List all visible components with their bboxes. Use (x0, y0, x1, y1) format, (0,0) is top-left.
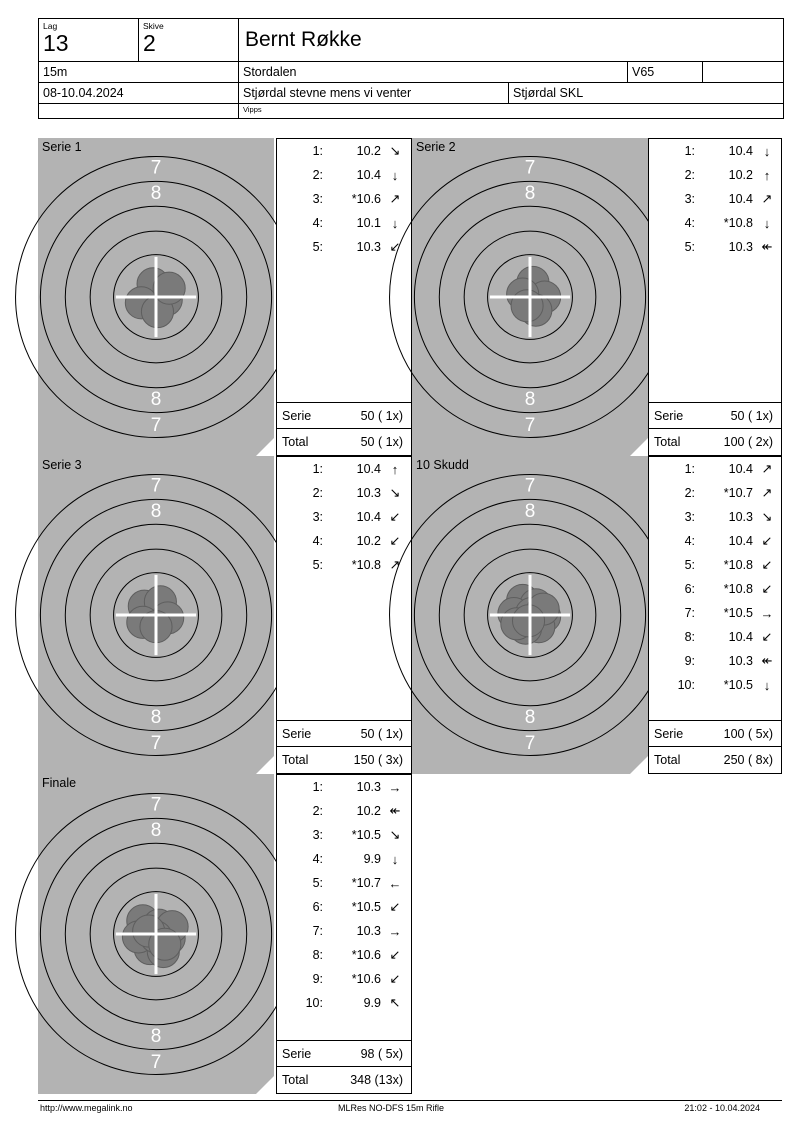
shot-value: *10.8 (723, 558, 753, 572)
shot-row (277, 871, 411, 895)
header-table (38, 18, 784, 119)
total-sum-row (649, 746, 781, 773)
svg-text:8: 8 (524, 707, 536, 729)
series-sum-row (649, 720, 781, 747)
shot-direction-icon: ↓ (763, 677, 771, 693)
shot-index: 1: (684, 144, 695, 158)
svg-text:8: 8 (524, 500, 536, 522)
skive-value: 2 (143, 30, 156, 56)
shot-rows (277, 139, 411, 259)
shot-row (649, 529, 781, 553)
skive-label: Skive (143, 21, 164, 31)
shot-row (277, 991, 411, 1015)
svg-text:8: 8 (21, 286, 33, 308)
svg-text:7: 7 (524, 475, 536, 497)
event-value: Stjørdal stevne mens vi venter (243, 86, 412, 100)
shot-index: 2: (684, 168, 695, 182)
shot-direction-icon: ← (388, 875, 402, 891)
series-sum-label: Serie (282, 409, 312, 423)
series-sum-value: 98 ( 5x) (360, 1047, 403, 1061)
distance-value: 15m (43, 65, 68, 79)
header-row-identity (39, 19, 783, 62)
shot-direction-icon: ↗ (389, 191, 401, 206)
shot-value: 10.2 (728, 168, 753, 182)
footer-left[interactable]: http://www.megalink.no (40, 1103, 133, 1113)
shot-value: 10.3 (728, 510, 753, 524)
shot-value: 10.2 (356, 534, 381, 548)
shot-row (277, 847, 411, 871)
shot-value: 10.3 (728, 240, 753, 254)
shot-value: 10.3 (356, 780, 381, 794)
shot-direction-icon: ↙ (761, 629, 773, 644)
shot-row (649, 553, 781, 577)
event-cell (239, 83, 509, 103)
shot-index: 8: (312, 948, 323, 962)
shot-value: 10.3 (356, 486, 381, 500)
shot-index: 5: (312, 558, 323, 572)
total-sum-value: 150 ( 3x) (353, 753, 403, 767)
header-row-meta (39, 62, 783, 83)
shot-index: 1: (312, 144, 323, 158)
svg-text:8: 8 (150, 819, 162, 841)
shot-direction-icon: ↗ (761, 485, 773, 500)
shot-direction-icon: ↑ (763, 167, 771, 183)
total-sum-value: 348 (13x) (350, 1073, 403, 1087)
shot-value: 10.3 (728, 654, 753, 668)
total-sum-value: 250 ( 8x) (723, 753, 773, 767)
total-sum-row (277, 746, 411, 773)
shot-value: *10.5 (351, 900, 381, 914)
shot-index: 7: (312, 924, 323, 938)
target-face-1 (21, 138, 274, 456)
shot-direction-icon: ↞ (389, 803, 401, 818)
total-sum-label: Total (282, 1073, 309, 1087)
shot-index: 4: (312, 852, 323, 866)
shot-index: 1: (684, 462, 695, 476)
svg-text:8: 8 (21, 604, 33, 626)
shooter-name-cell (239, 19, 783, 61)
svg-text:7: 7 (524, 157, 536, 179)
shot-index: 2: (684, 486, 695, 500)
shot-row (649, 235, 781, 259)
footer-middle: MLRes NO-DFS 15m Rifle (338, 1103, 445, 1113)
series-sum-value: 50 ( 1x) (730, 409, 773, 423)
shot-value: 10.4 (728, 630, 753, 644)
shot-direction-icon: ↓ (763, 143, 771, 159)
shot-index: 4: (684, 534, 695, 548)
series-sum-label: Serie (282, 1047, 312, 1061)
lag-cell (39, 19, 139, 61)
shot-value: *10.6 (351, 972, 381, 986)
shot-index: 3: (312, 510, 323, 524)
shot-index: 1: (312, 780, 323, 794)
shot-row (649, 139, 781, 163)
place-value: Stordalen (243, 65, 297, 79)
header-row-payment (39, 104, 783, 118)
series-sum-row (277, 402, 411, 429)
shot-list-3 (276, 456, 412, 774)
shot-row (277, 919, 411, 943)
series-sum-row (649, 402, 781, 429)
svg-text:8: 8 (395, 286, 407, 308)
svg-text:8: 8 (150, 500, 162, 522)
shot-row (277, 211, 411, 235)
shot-direction-icon: ↘ (389, 485, 401, 500)
shot-direction-icon: ↘ (389, 827, 401, 842)
shot-direction-icon: ↙ (761, 557, 773, 572)
shot-row (649, 673, 781, 697)
svg-text:7: 7 (524, 732, 536, 754)
shot-row (649, 163, 781, 187)
shot-index: 4: (312, 216, 323, 230)
series-title: Serie 3 (42, 458, 82, 472)
svg-text:7: 7 (150, 157, 162, 179)
payment-spacer (39, 104, 239, 118)
shot-direction-icon: → (760, 605, 774, 621)
date-value: 08-10.04.2024 (43, 86, 124, 100)
total-sum-label: Total (654, 435, 681, 449)
shot-direction-icon: → (388, 779, 402, 795)
svg-text:8: 8 (524, 182, 536, 204)
shot-value: 10.1 (356, 216, 381, 230)
shot-index: 10: (677, 678, 695, 692)
shot-direction-icon: ↗ (389, 557, 401, 572)
shot-direction-icon: ↙ (389, 509, 401, 524)
shot-value: 10.4 (728, 534, 753, 548)
shot-row (649, 577, 781, 601)
series-sum-value: 50 ( 1x) (360, 727, 403, 741)
shot-row (277, 163, 411, 187)
shot-index: 9: (312, 972, 323, 986)
shot-index: 2: (312, 168, 323, 182)
svg-text:7: 7 (150, 414, 162, 436)
shot-row (277, 553, 411, 577)
shot-direction-icon: ↓ (763, 215, 771, 231)
series-title: Finale (42, 776, 77, 790)
shot-index: 2: (312, 804, 323, 818)
total-sum-row (277, 428, 411, 455)
shot-list-5 (276, 774, 412, 1094)
skive-cell (139, 19, 239, 61)
series-title: Serie 2 (416, 140, 456, 154)
total-sum-row (649, 428, 781, 455)
shot-row (277, 139, 411, 163)
class-value: V65 (632, 65, 655, 79)
shot-index: 5: (312, 876, 323, 890)
shot-direction-icon: ↞ (761, 239, 773, 254)
shot-row (277, 775, 411, 799)
distance-cell (39, 62, 239, 82)
shot-value: 10.4 (728, 144, 753, 158)
shot-row (277, 799, 411, 823)
shot-value: 10.2 (356, 804, 381, 818)
shot-index: 1: (312, 462, 323, 476)
shot-direction-icon: ↙ (761, 533, 773, 548)
date-cell (39, 83, 239, 103)
shot-direction-icon: ↓ (391, 851, 399, 867)
shot-direction-icon: → (388, 923, 402, 939)
shot-rows (277, 457, 411, 577)
series-sum-row (277, 1040, 411, 1067)
svg-text:7: 7 (524, 414, 536, 436)
shot-direction-icon: ↘ (761, 509, 773, 524)
shot-index: 3: (312, 828, 323, 842)
shot-value: 10.4 (728, 462, 753, 476)
shot-direction-icon: ↙ (761, 581, 773, 596)
shot-row (277, 457, 411, 481)
shot-rows (277, 775, 411, 1015)
shot-list-2 (648, 138, 782, 456)
shot-index: 4: (312, 534, 323, 548)
shot-row (277, 505, 411, 529)
shot-row (649, 625, 781, 649)
svg-text:7: 7 (150, 475, 162, 497)
shot-index: 3: (312, 192, 323, 206)
footer-right: 21:02 - 10.04.2024 (684, 1103, 760, 1113)
shot-index: 7: (684, 606, 695, 620)
series-sum-value: 100 ( 5x) (723, 727, 773, 741)
shot-direction-icon: ↙ (389, 947, 401, 962)
total-sum-label: Total (654, 753, 681, 767)
svg-text:8: 8 (150, 1026, 162, 1048)
total-sum-label: Total (282, 435, 309, 449)
shot-row (649, 187, 781, 211)
shot-index: 9: (684, 654, 695, 668)
shot-value: 10.3 (356, 924, 381, 938)
shot-value: 10.3 (356, 240, 381, 254)
series-sum-row (277, 720, 411, 747)
shot-rows (649, 139, 781, 259)
shot-value: 10.2 (356, 144, 381, 158)
shooter-name: Bernt Røkke (245, 28, 362, 51)
extra-cell (703, 62, 783, 82)
target-face-5 (21, 774, 274, 1094)
lag-value: 13 (43, 30, 69, 56)
svg-text:8: 8 (395, 604, 407, 626)
shot-index: 3: (684, 510, 695, 524)
svg-text:7: 7 (150, 794, 162, 816)
place-cell (239, 62, 628, 82)
shot-value: 10.4 (356, 168, 381, 182)
shot-index: 8: (684, 630, 695, 644)
shot-direction-icon: ↗ (761, 191, 773, 206)
shot-list-4 (648, 456, 782, 774)
svg-text:8: 8 (21, 923, 33, 945)
shot-value: *10.8 (723, 582, 753, 596)
target-face-2 (395, 138, 648, 456)
shot-index: 5: (312, 240, 323, 254)
shot-value: *10.8 (723, 216, 753, 230)
shot-value: 9.9 (363, 852, 381, 866)
shot-row (277, 235, 411, 259)
shot-row (649, 457, 781, 481)
shot-value: *10.6 (351, 192, 381, 206)
shot-value: 10.4 (356, 462, 381, 476)
series-sum-label: Serie (654, 409, 684, 423)
total-sum-row (277, 1066, 411, 1093)
target-face-4 (395, 456, 648, 774)
shot-value: *10.5 (351, 828, 381, 842)
shot-row (277, 529, 411, 553)
svg-text:8: 8 (150, 389, 162, 411)
organizer-value: Stjørdal SKL (513, 86, 584, 100)
shot-index: 6: (312, 900, 323, 914)
class-cell (628, 62, 703, 82)
payment-value: Vipps (243, 105, 262, 114)
shot-index: 3: (684, 192, 695, 206)
total-sum-label: Total (282, 753, 309, 767)
shot-row (277, 895, 411, 919)
svg-text:7: 7 (150, 732, 162, 754)
total-sum-value: 50 ( 1x) (360, 435, 403, 449)
series-sum-label: Serie (654, 727, 684, 741)
svg-text:8: 8 (150, 182, 162, 204)
shot-index: 5: (684, 240, 695, 254)
shot-index: 10: (305, 996, 323, 1010)
shot-row (649, 211, 781, 235)
shot-index: 4: (684, 216, 695, 230)
shot-value: *10.5 (723, 678, 753, 692)
shot-value: *10.7 (723, 486, 753, 500)
shot-direction-icon: ↙ (389, 533, 401, 548)
svg-text:8: 8 (524, 389, 536, 411)
svg-text:7: 7 (150, 1051, 162, 1073)
shot-row (277, 943, 411, 967)
shot-direction-icon: ↘ (389, 143, 401, 158)
shot-direction-icon: ↙ (389, 239, 401, 254)
series-sum-value: 50 ( 1x) (360, 409, 403, 423)
shot-direction-icon: ↓ (391, 167, 399, 183)
shot-value: 9.9 (363, 996, 381, 1010)
shot-direction-icon: ↞ (761, 653, 773, 668)
shot-index: 5: (684, 558, 695, 572)
series-title: 10 Skudd (416, 458, 469, 472)
shot-row (277, 187, 411, 211)
shot-direction-icon: ↙ (389, 971, 401, 986)
shot-value: 10.4 (728, 192, 753, 206)
svg-text:8: 8 (150, 707, 162, 729)
shot-row (649, 481, 781, 505)
header-row-event (39, 83, 783, 104)
shot-list-1 (276, 138, 412, 456)
shot-row (649, 505, 781, 529)
footer-divider (38, 1100, 782, 1101)
shot-value: *10.7 (351, 876, 381, 890)
organizer-cell (509, 83, 783, 103)
shot-index: 2: (312, 486, 323, 500)
shot-row (277, 967, 411, 991)
shot-row (649, 649, 781, 673)
shot-direction-icon: ↗ (761, 461, 773, 476)
target-face-3 (21, 456, 274, 774)
payment-cell (239, 104, 783, 118)
shot-row (277, 481, 411, 505)
shot-value: *10.8 (351, 558, 381, 572)
shot-row (649, 601, 781, 625)
shot-direction-icon: ↓ (391, 215, 399, 231)
shot-rows (649, 457, 781, 697)
total-sum-value: 100 ( 2x) (723, 435, 773, 449)
series-sum-label: Serie (282, 727, 312, 741)
shot-direction-icon: ↖ (389, 995, 401, 1010)
shot-value: *10.6 (351, 948, 381, 962)
shot-index: 6: (684, 582, 695, 596)
shot-value: *10.5 (723, 606, 753, 620)
series-title: Serie 1 (42, 140, 82, 154)
shot-direction-icon: ↑ (391, 461, 399, 477)
shot-direction-icon: ↙ (389, 899, 401, 914)
lag-label: Lag (43, 21, 58, 31)
shot-row (277, 823, 411, 847)
shot-value: 10.4 (356, 510, 381, 524)
